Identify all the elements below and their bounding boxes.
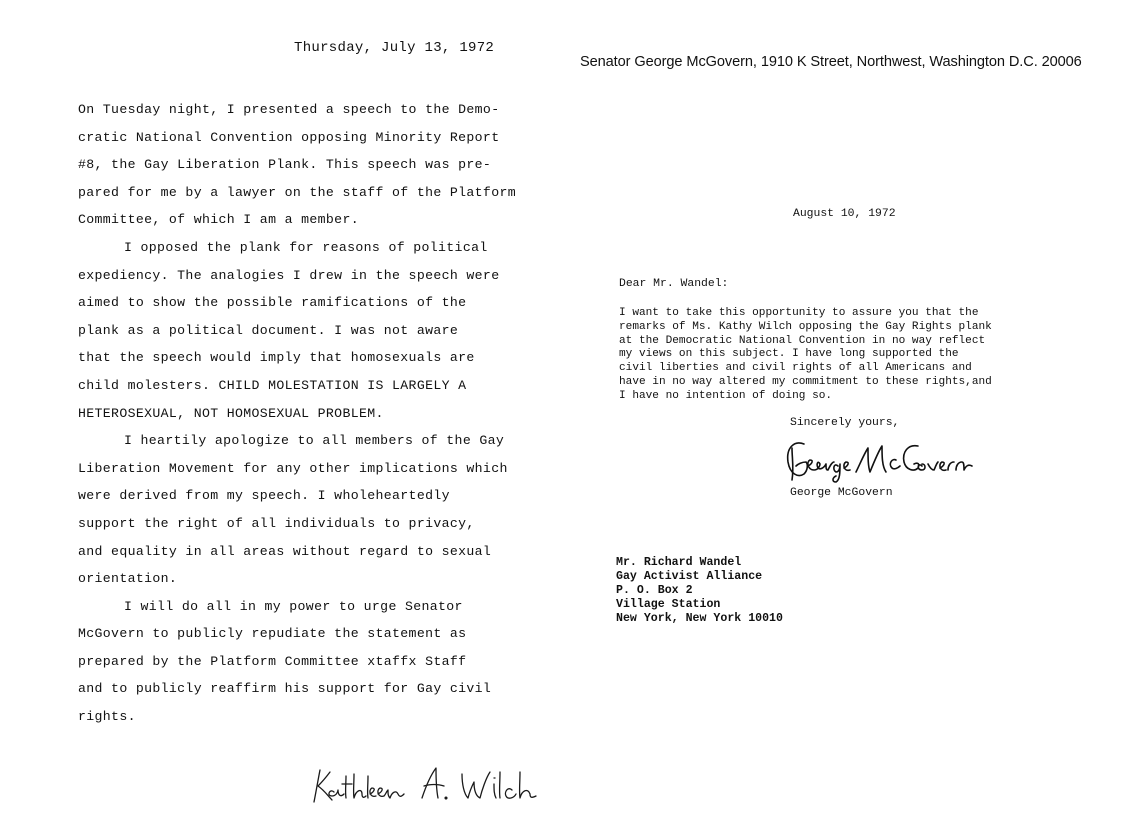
letterhead: Senator George McGovern, 1910 K Street, Northwest, Washington D.C. 20006 xyxy=(580,54,1082,70)
body-line: my views on this subject. I have long supported the xyxy=(619,348,959,361)
body-line: McGovern to publicly repudiate the statement as xyxy=(78,626,467,642)
body-line: expediency. The analogies I drew in the speech were xyxy=(78,267,500,283)
salutation: Dear Mr. Wandel: xyxy=(619,278,729,290)
body-line: I opposed the plank for reasons of political xyxy=(124,239,488,255)
body-line: orientation. xyxy=(78,571,178,587)
left-paragraph-4 xyxy=(78,593,548,731)
body-line: remarks of Ms. Kathy Wilch opposing the Gay Rights plank xyxy=(619,320,992,333)
body-line: On Tuesday night, I presented a speech to the Demo- xyxy=(78,102,500,117)
left-paragraph-2 xyxy=(78,234,548,427)
body-line: I will do all in my power to urge Senator xyxy=(124,598,463,614)
body-line: and to publicly reaffirm his support for Gay civil xyxy=(78,681,492,697)
body-line: HETEROSEXUAL, NOT HOMOSEXUAL PROBLEM. xyxy=(78,405,384,421)
body-line: prepared by the Platform Committee xtaffx Staff xyxy=(78,653,467,669)
right-letter-date: August 10, 1972 xyxy=(793,208,896,220)
body-line: at the Democratic National Convention in no way reflect xyxy=(619,334,986,347)
body-line: aimed to show the possible ramifications of the xyxy=(78,295,467,311)
body-line: Liberation Movement for any other implications which xyxy=(78,460,508,476)
body-line: and equality in all areas without regard to sexual xyxy=(78,543,492,559)
body-line: #8, the Gay Liberation Plank. This speech was pre- xyxy=(78,157,492,173)
body-line: I have no intention of doing so. xyxy=(619,389,833,402)
body-line: have in no way altered my commitment to these rights,and xyxy=(619,375,992,388)
address-line: Gay Activist Alliance xyxy=(616,569,763,583)
left-paragraph-1 xyxy=(78,96,548,234)
address-line: New York, New York 10010 xyxy=(616,611,783,625)
body-line: civil liberties and civil rights of all Americans and xyxy=(619,362,972,375)
body-line: were derived from my speech. I wholeheartedly xyxy=(78,488,450,504)
address-line: P. O. Box 2 xyxy=(616,583,693,597)
body-line: child molesters. CHILD MOLESTATION IS LARGELY A xyxy=(78,377,467,393)
body-line: I heartily apologize to all members of the Gay xyxy=(124,433,505,449)
recipient-address xyxy=(616,556,783,626)
closing: Sincerely yours, xyxy=(790,417,900,429)
mcgovern-signature xyxy=(782,436,974,486)
body-line: I want to take this opportunity to assure you that the xyxy=(619,307,979,319)
body-line: Committee, of which I am a member. xyxy=(78,212,359,228)
body-line: pared for me by a lawyer on the staff of the Platform xyxy=(78,184,516,200)
body-line: that the speech would imply that homosexuals are xyxy=(78,350,475,366)
body-line: support the right of all individuals to privacy, xyxy=(78,515,475,531)
address-line: Mr. Richard Wandel xyxy=(616,556,742,569)
body-line: cratic National Convention opposing Minority Report xyxy=(78,129,500,145)
left-letter-body xyxy=(78,96,548,731)
right-letter-body xyxy=(619,307,992,404)
left-letter-date: Thursday, July 13, 1972 xyxy=(294,40,495,56)
left-paragraph-3 xyxy=(78,427,548,593)
body-line: plank as a political document. I was not aware xyxy=(78,322,459,338)
body-line: rights. xyxy=(78,709,136,725)
kathleen-wilch-signature xyxy=(312,762,542,808)
address-line: Village Station xyxy=(616,597,721,611)
signer-name: George McGovern xyxy=(790,487,893,499)
